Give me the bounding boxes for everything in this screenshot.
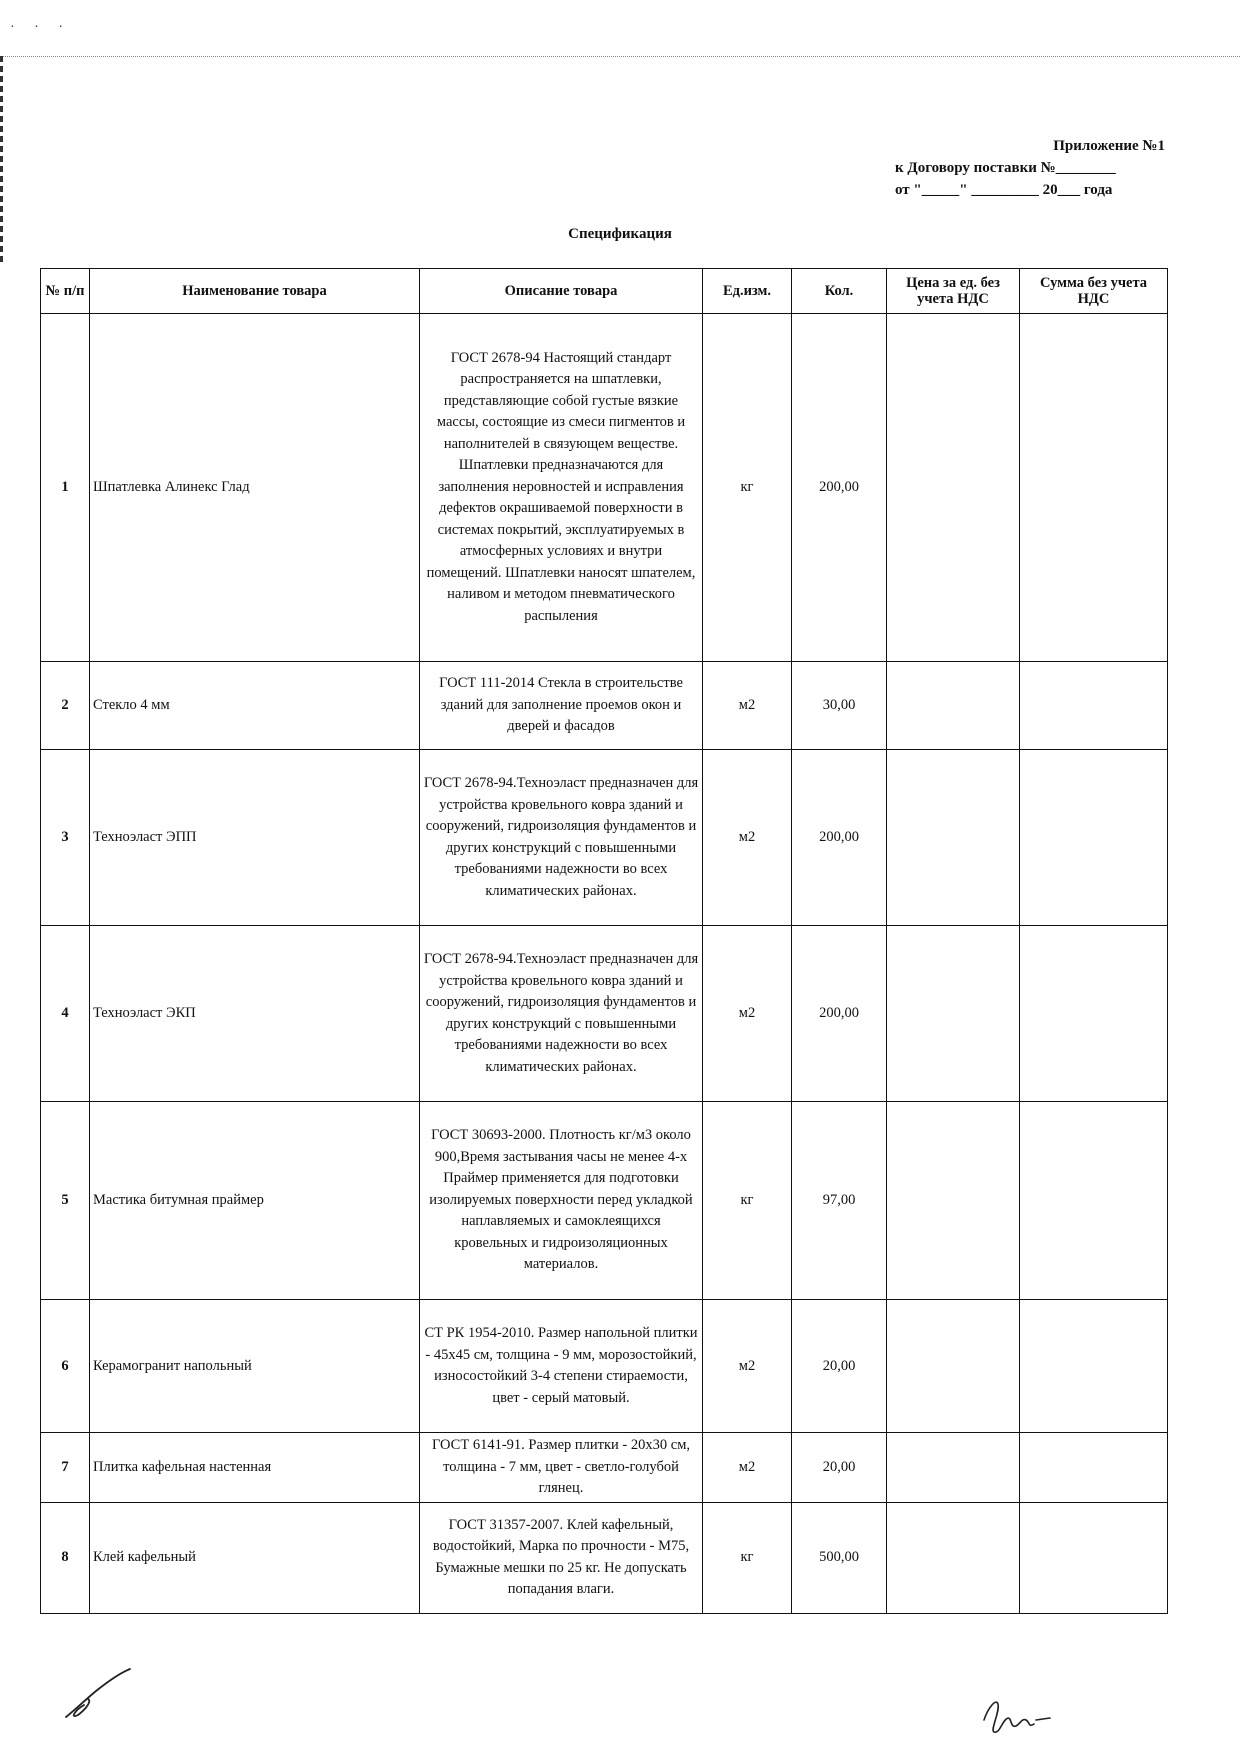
col-header-name: Наименование товара [90,269,420,314]
unit-of-measure: кг [703,314,792,662]
col-header-unit: Ед.изм. [703,269,792,314]
total-sum [1020,1300,1168,1433]
unit-price [887,750,1020,926]
table-row [41,1502,1168,1613]
product-name: Техноэласт ЭКП [90,926,420,1102]
row-number: 1 [41,314,90,662]
quantity: 200,00 [792,314,887,662]
product-description: ГОСТ 30693-2000. Плотность кг/м3 около 900,Время застывания часы не менее 4-х Праймер применяется для подготовки изолируемых поверхности перед укладкой наплавляемых и самоклеящихся кровельных и гидроизоляционных материалов. [420,1102,703,1300]
unit-of-measure: кг [703,1502,792,1613]
unit-of-measure: м2 [703,750,792,926]
unit-of-measure: кг [703,1102,792,1300]
unit-of-measure: м2 [703,1300,792,1433]
signature-right-icon [978,1690,1068,1740]
unit-price [887,926,1020,1102]
col-header-price: Цена за ед. без учета НДС [887,269,1020,314]
row-number: 3 [41,750,90,926]
product-name: Клей кафельный [90,1502,420,1613]
total-sum [1020,314,1168,662]
specification-table [40,268,1168,1614]
appendix-label: Приложение №1 [1053,138,1165,154]
document-title: Спецификация [568,226,672,242]
unit-price [887,1102,1020,1300]
contract-date-line: от "_____" _________ 20___ года [895,182,1113,198]
quantity: 500,00 [792,1502,887,1613]
appendix-header [895,135,1165,201]
product-description: ГОСТ 2678-94.Техноэласт предназначен для устройства кровельного ковра зданий и сооружений, гидроизоляция фундаментов и других конструкций с повышенными требованиями надежности во всех климатических районах. [420,926,703,1102]
row-number: 8 [41,1502,90,1613]
table-row [41,314,1168,662]
product-description: ГОСТ 111-2014 Стекла в строительстве зданий для заполнение проемов окон и дверей и фасадов [420,662,703,750]
total-sum [1020,1433,1168,1503]
product-name: Шпатлевка Алинекс Глад [90,314,420,662]
col-header-description: Описание товара [420,269,703,314]
unit-price [887,1300,1020,1433]
total-sum [1020,1102,1168,1300]
scan-noise-dots: · · · [10,20,71,35]
col-header-sum: Сумма без учета НДС [1020,269,1168,314]
unit-of-measure: м2 [703,662,792,750]
product-name: Мастика битумная праймер [90,1102,420,1300]
unit-of-measure: м2 [703,926,792,1102]
table-row [41,662,1168,750]
product-description: ГОСТ 2678-94.Техноэласт предназначен для устройства кровельного ковра зданий и сооружений, гидроизоляция фундаментов и других конструкций с повышенными требованиями надежности во всех климатических районах. [420,750,703,926]
col-header-number: № п/п [41,269,90,314]
quantity: 20,00 [792,1433,887,1503]
row-number: 5 [41,1102,90,1300]
total-sum [1020,662,1168,750]
quantity: 30,00 [792,662,887,750]
signature-left-icon [62,1665,142,1725]
product-name: Плитка кафельная настенная [90,1433,420,1503]
row-number: 2 [41,662,90,750]
row-number: 7 [41,1433,90,1503]
quantity: 200,00 [792,926,887,1102]
unit-price [887,1433,1020,1503]
product-description: СТ РК 1954-2010. Размер напольной плитки - 45х45 см, толщина - 9 мм, морозостойкий, износостойкий 3-4 степени стираемости, цвет - серый матовый. [420,1300,703,1433]
unit-price [887,314,1020,662]
table-header-row [41,269,1168,314]
total-sum [1020,926,1168,1102]
scan-top-line [0,56,1240,57]
unit-of-measure: м2 [703,1433,792,1503]
product-description: ГОСТ 2678-94 Настоящий стандарт распространяется на шпатлевки, представляющие собой густые вязкие массы, состоящие из смеси пигментов и наполнителей в связующем веществе. Шпатлевки предназначаются для заполнения неровностей и исправления дефектов окрашиваемой поверхности в системах покрытий, эксплуатируемых в атмосферных условиях и внутри помещений. Шпатлевки наносят шпателем, наливом и методом пневматического распыления [420,314,703,662]
table-row [41,750,1168,926]
quantity: 97,00 [792,1102,887,1300]
table-row [41,1102,1168,1300]
product-name: Керамогранит напольный [90,1300,420,1433]
table-row [41,1433,1168,1503]
row-number: 6 [41,1300,90,1433]
quantity: 200,00 [792,750,887,926]
row-number: 4 [41,926,90,1102]
contract-number-line: к Договору поставки №________ [895,160,1116,176]
table-row [41,1300,1168,1433]
col-header-quantity: Кол. [792,269,887,314]
product-name: Стекло 4 мм [90,662,420,750]
unit-price [887,1502,1020,1613]
unit-price [887,662,1020,750]
total-sum [1020,750,1168,926]
table-row [41,926,1168,1102]
product-description: ГОСТ 6141-91. Размер плитки - 20х30 см, толщина - 7 мм, цвет - светло-голубой глянец. [420,1433,703,1503]
product-name: Техноэласт ЭПП [90,750,420,926]
product-description: ГОСТ 31357-2007. Клей кафельный, водостойкий, Марка по прочности - М75, Бумажные мешки по 25 кг. Не допускать попадания влаги. [420,1502,703,1613]
total-sum [1020,1502,1168,1613]
quantity: 20,00 [792,1300,887,1433]
